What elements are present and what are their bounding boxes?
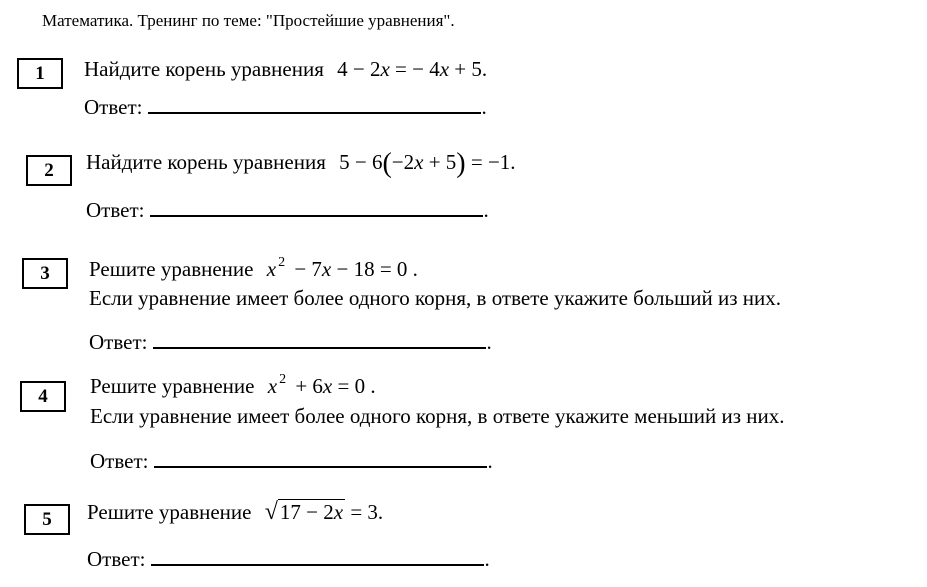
task-5-equation: √17 − 2x = 3. xyxy=(264,499,384,525)
task-1-prompt: Найдите корень уравнения xyxy=(84,57,324,81)
task-2-equation: 5 − 6(−2x + 5) = −1. xyxy=(339,148,516,179)
answer-label: Ответ: xyxy=(86,198,145,222)
answer-label: Ответ: xyxy=(90,449,149,473)
worksheet-title: Математика. Тренинг по теме: "Простейшие уравнения". xyxy=(42,11,455,30)
task-2-answer-row: Ответ: . xyxy=(86,198,489,222)
task-1-answer-field[interactable] xyxy=(148,94,481,114)
task-number-1: 1 xyxy=(17,58,63,89)
task-4-note: Если уравнение имеет более одного корня, в ответе укажите меньший из них. xyxy=(90,404,785,428)
task-5-prompt: Решите уравнение xyxy=(87,500,252,524)
answer-label: Ответ: xyxy=(84,95,143,119)
task-4-prompt: Решите уравнение xyxy=(90,374,255,398)
task-2-prompt: Найдите корень уравнения xyxy=(86,150,326,174)
task-2-answer-field[interactable] xyxy=(150,197,483,217)
task-4-answer-field[interactable] xyxy=(154,448,487,468)
task-3-note: Если уравнение имеет более одного корня, в ответе укажите больший из них. xyxy=(89,286,782,310)
task-1-prompt-line xyxy=(84,56,487,82)
task-4-equation: x $^2$ + 6x = 0 . xyxy=(267,372,376,398)
task-3-answer-row: Ответ: . xyxy=(89,330,492,354)
task-3-answer-field[interactable] xyxy=(153,329,486,349)
task-1-answer-row: Ответ: . xyxy=(84,95,487,119)
task-3-equation: x $^2$ − 7x − 18 = 0 . xyxy=(266,255,418,281)
task-number-4: 4 xyxy=(20,381,66,412)
task-5-prompt-line xyxy=(87,499,383,525)
task-4-answer-row: Ответ: . xyxy=(90,449,493,473)
task-5-answer-field[interactable] xyxy=(151,546,484,566)
task-3-prompt: Решите уравнение xyxy=(89,257,254,281)
task-5-answer-row: Ответ: . xyxy=(87,547,490,571)
task-2-prompt-line xyxy=(86,149,516,177)
answer-label: Ответ: xyxy=(87,547,146,571)
task-number-5: 5 xyxy=(24,504,70,535)
answer-label: Ответ: xyxy=(89,330,148,354)
task-1-equation: 4 − 2x = − 4x + 5. xyxy=(337,57,488,81)
task-3-prompt-line xyxy=(89,256,418,286)
task-4-prompt-line xyxy=(90,373,376,403)
task-number-3: 3 xyxy=(22,258,68,289)
task-number-2: 2 xyxy=(26,155,72,186)
